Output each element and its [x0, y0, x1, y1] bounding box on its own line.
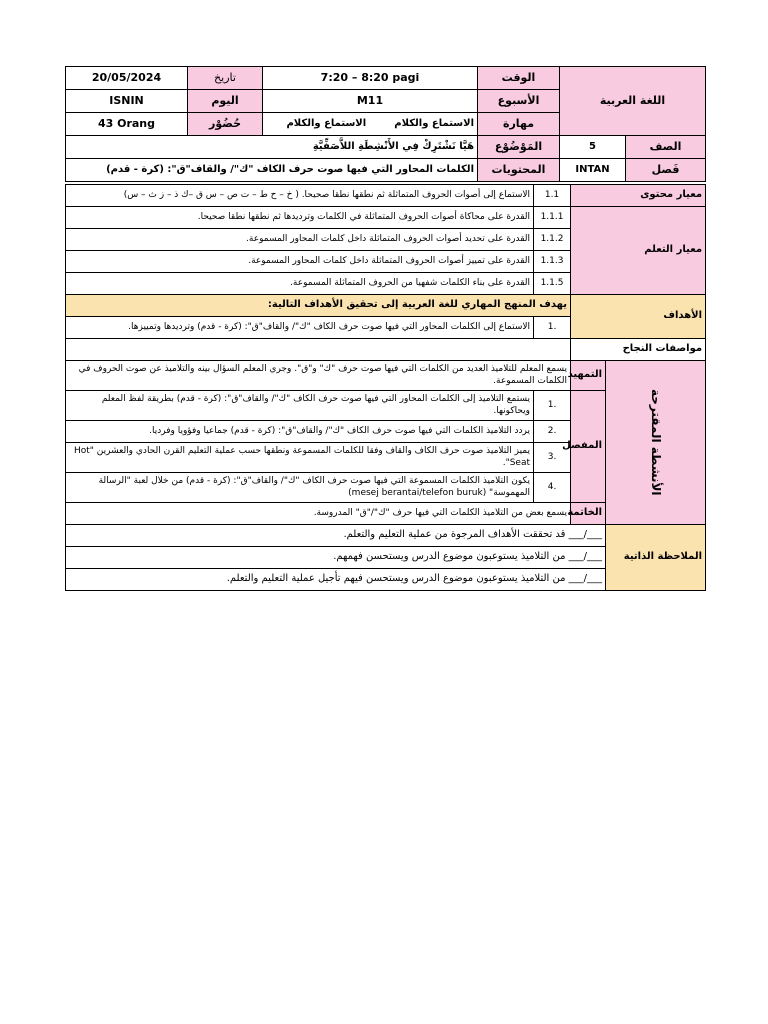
skill-primary: الاستماع والكلام — [394, 117, 474, 129]
grade-label: الصف — [626, 136, 706, 159]
activities-label: الأنشطة المقترحة — [649, 389, 664, 496]
week-value: M11 — [263, 90, 478, 113]
skill-secondary: الاستماع والكلام — [286, 117, 367, 129]
class-label: فَصل — [626, 159, 706, 182]
objectives-heading: يهدف المنهج المهاري للغة العربية إلى تحقيق الأهداف التالية: — [66, 295, 571, 317]
closing-text: يسمع بعض من التلاميذ الكلمات التي فيها حرف "ك"/"ق" المدروسة. — [66, 503, 571, 525]
learning-standard-num: 1.1.2 — [534, 229, 571, 251]
time-label: الوقت — [478, 67, 560, 90]
grade-value: 5 — [560, 136, 626, 159]
objective-text: الاستماع إلى الكلمات المحاور التي فيها صوت حرف الكاف "ك"/ والقاف"ق": (كرة - قدم) وترديدها وتمييزها. — [66, 317, 534, 339]
time-value: 7:20 – 8:20 pagi — [263, 67, 478, 90]
date-label: تاريخ — [188, 67, 263, 90]
reflection-line: ___/___ من التلاميذ يستوعبون موضوع الدرس ويستحسن فهمهم. — [66, 547, 606, 569]
date-value: 20/05/2024 — [66, 67, 188, 90]
intro-label: التمهيد — [571, 361, 606, 391]
header-table — [65, 66, 706, 182]
contents-label: المحتويات — [478, 159, 560, 182]
learning-standard-text: القدرة على تمييز أصوات الحروف المتماثلة داخل كلمات المحاور المسموعة. — [66, 251, 534, 273]
learning-standard-num: 1.1.3 — [534, 251, 571, 273]
success-criteria-label: مواصفات النجاح — [571, 339, 706, 361]
learning-standard-text: القدرة على تحديد أصوات الحروف المتماثلة داخل كلمات المحاور المسموعة. — [66, 229, 534, 251]
main-step-num: 1. — [534, 391, 571, 421]
main-step-num: 2. — [534, 421, 571, 443]
learning-standard-text: القدرة على محاكاة أصوات الحروف المتماثلة في الكلمات وترديدها ثم نطقها نطقا صحيحا. — [66, 207, 534, 229]
content-standard-label: معيار محتوى — [571, 185, 706, 207]
attendance-value: 43 Orang — [66, 113, 188, 136]
closing-label: الخاتمة — [571, 503, 606, 525]
learning-standard-text: القدرة على بناء الكلمات شفهيا من الحروف المتماثلة المسموعة. — [66, 273, 534, 295]
learning-standard-label: معيار التعلم — [571, 207, 706, 295]
day-label: اليوم — [188, 90, 263, 113]
main-step-num: 4. — [534, 473, 571, 503]
reflection-line: ___/___ من التلاميذ يستوعبون موضوع الدرس ويستحسن فيهم تأجيل عملية التعليم والتعلم. — [66, 569, 606, 591]
lesson-plan — [65, 66, 705, 591]
activities-label-cell — [606, 361, 706, 525]
reflection-line: ___/___ قد تحققت الأهداف المرجوة من عملية التعليم والتعلم. — [66, 525, 606, 547]
learning-standard-num: 1.1.5 — [534, 273, 571, 295]
main-step-text: يميز التلاميذ صوت حرف الكاف والقاف وفقا للكلمات المسموعة ونطقها حسب عملية التعليم القرن الحادي والعشرين "Hot Seat". — [66, 443, 534, 473]
learning-standard-num: 1.1.1 — [534, 207, 571, 229]
success-criteria-text — [66, 339, 571, 361]
skill-label: مهارة — [478, 113, 560, 136]
attendance-label: حُضُوْر — [188, 113, 263, 136]
main-step-text: يردد التلاميذ الكلمات التي فيها صوت حرف الكاف "ك"/ والقاف"ق": (كرة - قدم) جماعيا وفؤويا وفرديا. — [66, 421, 534, 443]
subject-cell: اللغة العربية — [560, 67, 706, 136]
topic-value: هَيَّا نَشْتَرِكْ فِي الأَنْشِطَةِ اللاَّصَفِّيَّةِ — [66, 136, 478, 159]
main-step-num: 3. — [534, 443, 571, 473]
objective-num: 1. — [534, 317, 571, 339]
contents-value: الكلمات المحاور التي فيها صوت حرف الكاف "ك"/ والقاف"ق": (كرة - قدم) — [66, 159, 478, 182]
class-value: INTAN — [560, 159, 626, 182]
intro-text: يسمع المعلم للتلاميذ العديد من الكلمات التي فيها صوت حرف "ك" و"ق". وجري المعلم السؤال بينه والتلاميذ عن صوت الحروف في الكلمات المسموعة. — [66, 361, 571, 391]
main-label: المفصل — [571, 391, 606, 503]
content-standard-num: 1.1 — [534, 185, 571, 207]
objectives-label: الأهداف — [571, 295, 706, 339]
reflection-label: الملاحظة الذاتية — [606, 525, 706, 591]
main-step-text: يستمع التلاميذ إلى الكلمات المحاور التي فيها صوت حرف الكاف "ك"/ والقاف"ق": (كرة - قدم) بطريقة لفظ المعلم ويحاكونها. — [66, 391, 534, 421]
body-table — [65, 184, 706, 591]
skill-value — [263, 113, 478, 136]
day-value: ISNIN — [66, 90, 188, 113]
content-standard-text: الاستماع إلى أصوات الحروف المتماثلة ثم نطقها نطقا صحيحا. ( خ – ح ط – ت ص – س ق –ك ذ – ز ث – س) — [66, 185, 534, 207]
week-label: الأسبوع — [478, 90, 560, 113]
topic-label: المَوْضُوْع — [478, 136, 560, 159]
main-step-text: يكون التلاميذ الكلمات المسموعة التي فيها صوت حرف الكاف "ك"/ والقاف"ق": (كرة - قدم) من خلال لعبة "الرسالة المهموسة" (mesej berantai/telefon buruk) — [66, 473, 534, 503]
